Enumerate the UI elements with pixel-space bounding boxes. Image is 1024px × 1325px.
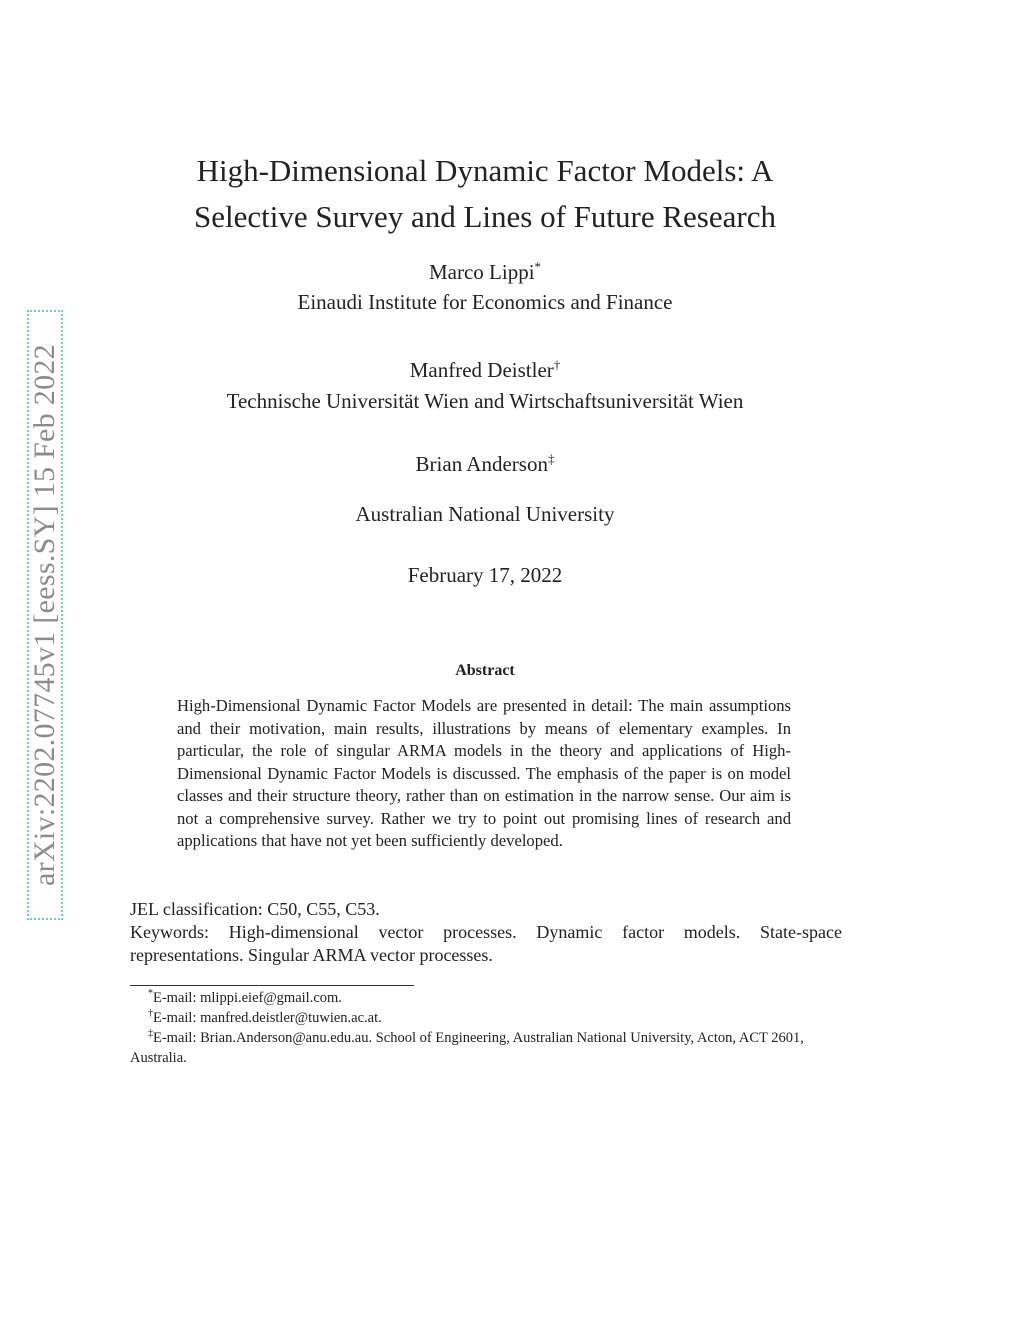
- footnote-1-text: E-mail: mlippi.eief@gmail.com.: [153, 990, 342, 1006]
- author-3: [130, 452, 840, 477]
- arxiv-stamp-text: arXiv:2202.07745v1 [eess.SY] 15 Feb 2022: [28, 344, 61, 886]
- author-2: [130, 358, 840, 383]
- footnote-rule: [130, 985, 414, 986]
- author-1-mark: *: [534, 259, 542, 274]
- author-3-mark: ‡: [547, 451, 555, 466]
- author-3-affiliation: Australian National University: [355, 502, 615, 526]
- title-line-1: High-Dimensional Dynamic Factor Models: A: [196, 153, 774, 188]
- author-1-affiliation: Einaudi Institute for Economics and Finance: [297, 290, 673, 314]
- keywords: Keywords: High-dimensional vector processes. Dynamic factor models. State-space representations. Singular ARMA vector processes.: [130, 922, 842, 965]
- footnote-2: [130, 1008, 842, 1028]
- title-line-2: Selective Survey and Lines of Future Research: [194, 199, 776, 234]
- paper-date: February 17, 2022: [407, 563, 563, 587]
- footnote-1-mark: *: [148, 988, 153, 1000]
- author-1: [130, 260, 840, 285]
- author-2-mark: †: [553, 357, 561, 372]
- abstract-body: High-Dimensional Dynamic Factor Models are presented in detail: The main assumptions and their motivation, main results, illustrations by means of elementary examples. In particular, the role of singular ARMA models in the theory and applications of High-Dimensional Dynamic Factor Models is discussed. The emphasis of the paper is on model classes and their structure theory, rather than on estimation in the narrow sense. Our aim is not a comprehensive survey. Rather we try to point out promising lines of research and applications that have not yet been sufficiently developed.: [177, 696, 791, 850]
- footnote-2-text: E-mail: manfred.deistler@tuwien.ac.at.: [153, 1010, 382, 1026]
- footnote-3: [130, 1028, 842, 1068]
- footnotes: [130, 988, 842, 1068]
- footnote-3-text: E-mail: Brian.Anderson@anu.edu.au. School of Engineering, Australian National University, Acton, ACT 2601, Australia.: [130, 1030, 804, 1066]
- footnote-3-mark: ‡: [148, 1028, 153, 1040]
- author-1-name: Marco Lippi: [428, 260, 535, 284]
- paper-title: [130, 148, 840, 240]
- footnote-2-mark: †: [148, 1008, 153, 1020]
- author-2-affiliation: Technische Universität Wien and Wirtschaftsuniversität Wien: [226, 389, 744, 413]
- jel-classification: JEL classification: C50, C55, C53.: [130, 899, 380, 919]
- footnote-1: [130, 988, 842, 1008]
- author-2-name: Manfred Deistler: [409, 358, 554, 382]
- arxiv-stamp[interactable]: [27, 310, 63, 920]
- author-3-name: Brian Anderson: [415, 452, 548, 476]
- abstract-heading: Abstract: [455, 662, 515, 679]
